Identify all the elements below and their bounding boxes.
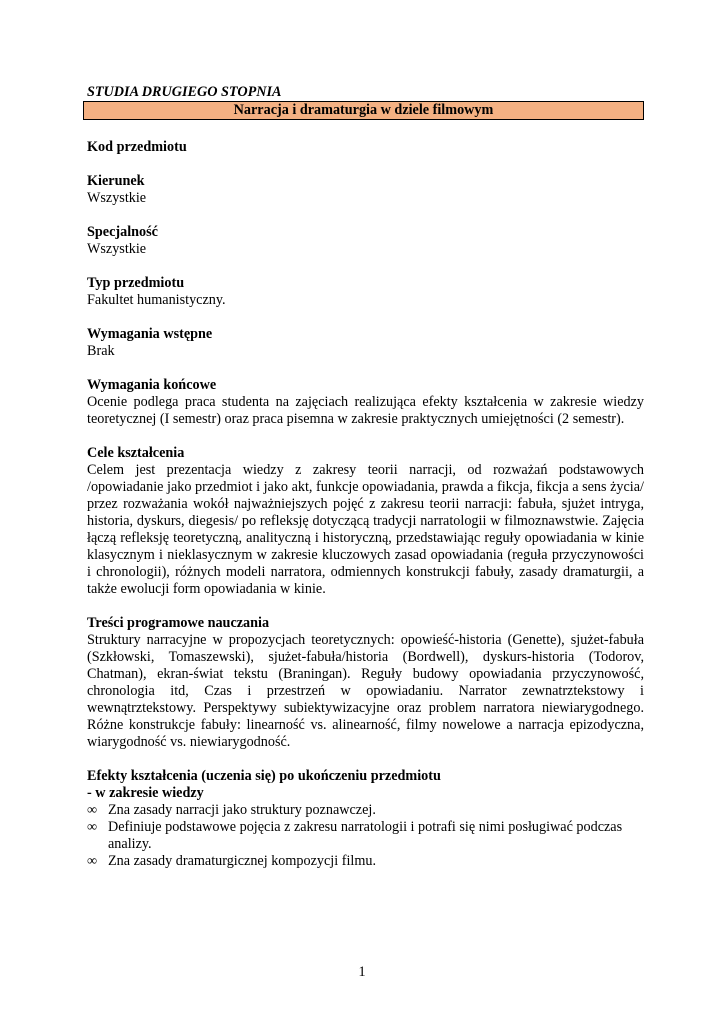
section-typ xyxy=(87,275,644,309)
section-wymagania-wstepne xyxy=(87,326,644,360)
list-item xyxy=(87,819,644,853)
page-number: 1 xyxy=(358,964,366,980)
section-value: Fakultet humanistyczny. xyxy=(87,292,226,308)
section-heading: Kierunek xyxy=(87,173,145,189)
list-item xyxy=(87,853,644,870)
infinity-bullet-icon: ∞ xyxy=(87,802,98,818)
section-kierunek xyxy=(87,173,644,207)
section-heading: Treści programowe nauczania xyxy=(87,615,270,631)
section-value: Wszystkie xyxy=(87,190,147,206)
section-heading: Specjalność xyxy=(87,224,158,240)
section-heading: Efekty kształcenia (uczenia się) po ukończeniu przedmiotu xyxy=(87,768,441,784)
section-heading: Wymagania końcowe xyxy=(87,377,217,393)
section-paragraph: Celem jest prezentacja wiedzy z zakresy teorii narracji, od rozważań podstawowych /opowiadanie jako przedmiot i jako akt, funkcje opowiadania, prawda a fikcja, fikcja a sens życia/ przez rozważania wokół najważniejszych pojęć z zakresu teorii narracji: fabuła, sjużet intryga, historia, dyskurs, diegesis/ po refleksję dotyczącą tradycji narratologii w filmoznawstwie. Zajęcia łączą refleksję teoretyczną, analityczną i historyczną, przedstawiając reguły opowiadania w kinie klasycznym i nieklasycznym w zakresie kluczowych zasad opowiadania (reguła przyczynowości i chronologii), różnych modeli narratora, odmiennych konstrukcji fabuły, zasady dramaturgii, a także ewolucji form opowiadania w kinie. xyxy=(87,462,644,597)
outcomes-list xyxy=(87,802,644,870)
section-heading: Wymagania wstępne xyxy=(87,326,213,342)
section-value: Wszystkie xyxy=(87,241,147,257)
section-paragraph: Struktury narracyjne w propozycjach teoretycznych: opowieść-historia (Genette), sjużet-fabuła (Szkłowski, Tomaszewski), sjużet-fabuła/historia (Bordwell), dyskurs-historia (Todorov, Chatman), ekran-świat tekstu (Braningan). Reguły budowy opowiadania przyczynowość, chronologia itd, Czas i przestrzeń w opowiadaniu. Narrator zewnatrztekstowy i wewnątrztekstowy. Perspektywy subiektywizacyjne oraz problem narratora niewiarygodnego. Różne konstrukcje fabuły: linearność vs. alinearność, filmy nowelowe a narracja epizodyczna, wiarygodność vs. niewiarygodność. xyxy=(87,632,644,750)
study-level: STUDIA DRUGIEGO STOPNIA xyxy=(87,84,282,100)
section-cele xyxy=(87,445,644,598)
list-item xyxy=(87,802,644,819)
course-title: Narracja i dramaturgia w dziele filmowym xyxy=(83,101,644,120)
infinity-bullet-icon: ∞ xyxy=(87,853,98,869)
section-heading: Cele kształcenia xyxy=(87,445,185,461)
list-item-text: Zna zasady narracji jako struktury poznawczej. xyxy=(108,802,376,818)
section-paragraph: Ocenie podlega praca studenta na zajęciach realizująca efekty kształcenia w zakresie wiedzy teoretycznej (I semestr) oraz praca pisemna w zakresie praktycznych umiejętności (2 semestr). xyxy=(87,394,644,427)
section-kod xyxy=(87,139,644,156)
section-heading: Typ przedmiotu xyxy=(87,275,185,291)
section-subheading: - w zakresie wiedzy xyxy=(87,785,204,801)
infinity-bullet-icon: ∞ xyxy=(87,819,98,835)
list-item-text: Definiuje podstawowe pojęcia z zakresu narratologii i potrafi się nimi posługiwać podczas analizy. xyxy=(108,819,623,852)
section-value: Brak xyxy=(87,343,115,359)
section-wymagania-koncowe xyxy=(87,377,644,428)
section-specjalnosc xyxy=(87,224,644,258)
section-efekty xyxy=(87,768,644,870)
section-heading: Kod przedmiotu xyxy=(87,139,187,155)
list-item-text: Zna zasady dramaturgicznej kompozycji filmu. xyxy=(108,853,377,869)
section-tresci xyxy=(87,615,644,751)
